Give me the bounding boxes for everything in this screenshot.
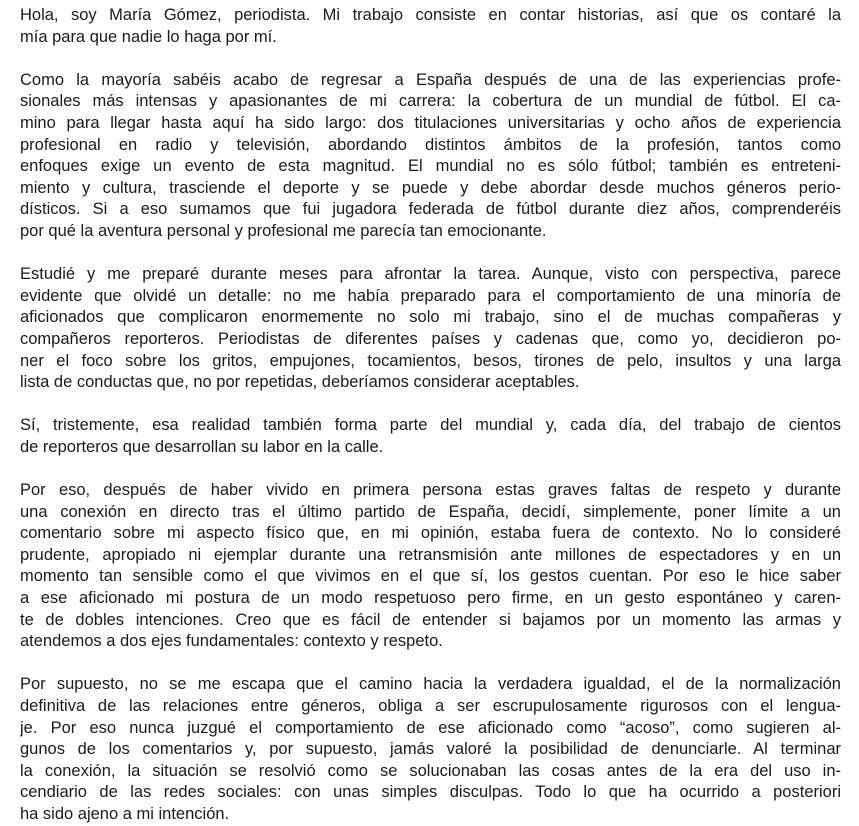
text-line: gunos de los comentarios y, por supuesto, jamás valoré la posibilidad de denunciarle. Al terminar xyxy=(20,740,841,759)
paragraph-2 xyxy=(20,70,841,243)
text-line: aficionados que complicaron enormemente no solo mi trabajo, sino el de muchas compañeras y xyxy=(20,308,841,327)
text-line: una conexión en directo tras el último partido de España, decidí, simplemente, poner límite a un xyxy=(20,502,841,521)
text-line: a ese aficionado mi postura de un modo respetuoso pero firme, en un gesto espontáneo y caren- xyxy=(20,589,841,608)
text-line: lista de conductas que, no por repetidas, deberíamos considerar aceptables. xyxy=(20,373,580,392)
text-line: je. Por eso nunca juzgué el comportamiento de ese aficionado como “acoso”, como sugieren al- xyxy=(20,718,841,737)
text-line: Estudié y me preparé durante meses para afrontar la tarea. Aunque, visto con perspectiva, parece xyxy=(20,265,841,284)
paragraph-1 xyxy=(20,5,841,48)
text-line: Sí, tristemente, esa realidad también forma parte del mundial y, cada día, del trabajo de cientos xyxy=(20,416,841,435)
text-line: mino para llegar hasta aquí ha sido largo: dos titulaciones universitarias y ocho años de experiencia xyxy=(20,113,841,132)
text-line: miento y cultura, trasciende el deporte y se puede y debe abordar desde muchos géneros perio- xyxy=(20,178,841,197)
text-line: la conexión, la situación se resolvió como se solucionaban las cosas antes de la era del uso in- xyxy=(20,761,841,780)
text-line: de reporteros que desarrollan su labor en la calle. xyxy=(20,437,384,456)
text-line: cendiario de las redes sociales: con unas simples disculpas. Todo lo que ha ocurrido a posteriori xyxy=(20,783,841,802)
text-line: mía para que nadie lo haga por mí. xyxy=(20,27,277,46)
paragraph-3 xyxy=(20,264,841,394)
text-line: Por supuesto, no se me escapa que el camino hacia la verdadera igualdad, el de la normalización xyxy=(20,675,841,694)
text-line: definitiva de las relaciones entre géneros, obliga a ser escrupulosamente rigurosos con el lengua- xyxy=(20,697,841,715)
paragraph-6 xyxy=(20,674,841,825)
text-line: atendemos a dos ejes fundamentales: contexto y respeto. xyxy=(20,632,443,651)
text-line: Hola, soy María Gómez, periodista. Mi trabajo consiste en contar historias, así que os contaré la xyxy=(20,6,841,24)
text-line: sionales más intensas y apasionantes de mi carrera: la cobertura de un mundial de fútbol. El ca- xyxy=(20,92,841,111)
text-line: Por eso, después de haber vivido en primera persona estas graves faltas de respeto y durante xyxy=(20,481,841,500)
text-line: evidente que olvidé un detalle: no me había preparado para el comportamiento de una minoría de xyxy=(20,286,841,305)
paragraph-4 xyxy=(20,415,841,458)
text-line: prudente, apropiado ni ejemplar durante una retransmisión ante millones de espectadores y en un xyxy=(20,545,841,564)
text-line: por qué la aventura personal y profesional me parecía tan emocionante. xyxy=(20,221,547,240)
text-line: momento tan sensible como el que vivimos en el que sí, los gestos cuentan. Por eso le hice saber xyxy=(20,567,841,586)
text-line: dísticos. Si a eso sumamos que fui jugadora federada de fútbol durante diez años, comprenderéis xyxy=(20,200,841,219)
text-line: te de dobles intenciones. Creo que es fácil de entender si bajamos por un momento las armas y xyxy=(20,610,841,629)
text-line: comentario sobre mi aspecto físico que, en mi opinión, estaba fuera de contexto. No lo consideré xyxy=(20,524,841,543)
paragraph-5 xyxy=(20,480,841,653)
text-line: ha sido ajeno a mi intención. xyxy=(20,804,230,823)
text-line: compañeros reporteros. Periodistas de diferentes países y cadenas que, como yo, decidieron po- xyxy=(20,329,841,348)
text-line: Como la mayoría sabéis acabo de regresar a España después de una de las experiencias profe- xyxy=(20,70,841,89)
text-line: profesional en radio y televisión, abordando distintos ámbitos de la profesión, tantos como xyxy=(20,135,841,154)
text-line: enfoques exige un evento de esta magnitud. El mundial no es sólo fútbol; también es entreteni- xyxy=(20,157,841,176)
text-line: ner el foco sobre los gritos, empujones, tocamientos, besos, tirones de pelo, insultos y una larga xyxy=(20,351,841,370)
